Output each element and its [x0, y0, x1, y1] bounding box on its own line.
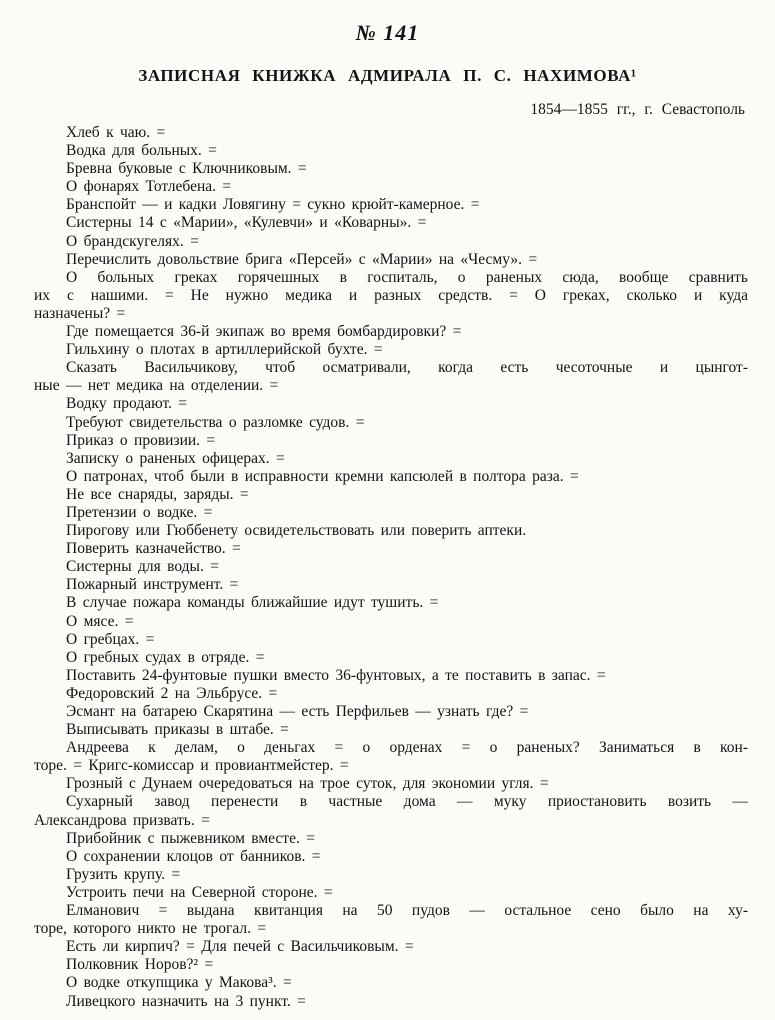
text-line: Требуют свидетельства о разломке судов. = — [66, 413, 365, 431]
text-line: торе. = Кригс-комиссар и провиантмейстер. = — [34, 757, 349, 775]
text-line: Ливецкого назначить на 3 пункт. = — [66, 992, 306, 1010]
text-line: Водку продают. = — [66, 395, 188, 413]
text-line: Приказ о провизии. = — [66, 431, 216, 449]
text-line: Систерны 14 с «Марии», «Кулевчи» и «Коварны». = — [66, 214, 427, 232]
text-line: Бревна буковые с Ключниковым. = — [66, 160, 307, 178]
text-line: Андреева к делам, о деньгах = о орденах = о раненых? Заниматься в кон- — [66, 739, 748, 757]
text-line: их с нашими. = Не нужно медика и разных средств. = О греках, сколько и куда — [34, 286, 748, 304]
document-title: ЗАПИСНАЯ КНИЖКА АДМИРАЛА П. С. НАХИМОВА¹ — [138, 66, 637, 85]
text-line: Хлеб к чаю. = — [66, 124, 166, 141]
text-line: О гребцах. = — [66, 630, 155, 648]
text-line: Прибойник с пыжевником вместе. = — [66, 829, 315, 847]
text-line: Где помещается 36-й экипаж во время бомбардировки? = — [66, 323, 462, 341]
text-line: Пирогову или Гюббенету освидетельствовать или поверить аптеки. — [66, 522, 527, 540]
text-line: Сказать Васильчикову, чтоб осматривали, когда есть чесоточные и цынгот- — [66, 359, 748, 377]
text-line: назначены? = — [34, 304, 126, 322]
text-line: О брандскугелях. = — [66, 232, 199, 250]
text-line: О патронах, чтоб были в исправности кремни капсюлей в полтора раза. = — [66, 467, 579, 485]
text-line: Претензии о водке. = — [66, 503, 213, 521]
text-line: Грузить крупу. = — [66, 865, 181, 883]
text-line: Выписывать приказы в штабе. = — [66, 721, 289, 739]
text-line: Бранспойт — и кадки Ловягину = сукно крюйт-камерное. = — [66, 196, 480, 214]
text-line: ные — нет медика на отделении. = — [34, 377, 279, 395]
text-line: Полковник Норов?² = — [66, 956, 214, 974]
text-line: Елманович = выдана квитанция на 50 пудов — остальное сено было на ху- — [66, 902, 748, 920]
text-line: О мясе. = — [66, 612, 134, 630]
text-line: Эсмант на батарею Скарятина — есть Перфильев — узнать где? = — [66, 703, 529, 720]
text-line: Грозный с Дунаем очередоваться на трое суток, для экономии угля. = — [66, 775, 549, 793]
text-line: торе, которого никто не трогал. = — [34, 920, 267, 938]
text-line: Устроить печи на Северной стороне. = — [66, 883, 333, 901]
text-line: О больных греках горячешных в госпиталь, о раненых сюда, вообще сравнить — [66, 268, 748, 286]
text-line: Пожарный инструмент. = — [66, 576, 239, 594]
text-line: Есть ли кирпич? = Для печей с Васильчиковым. = — [66, 938, 414, 956]
document-page — [0, 20, 775, 1020]
text-line: Сухарный завод перенести в частные дома — муку приостановить возить — — [66, 793, 748, 811]
text-line: О фонарях Тотлебена. = — [66, 178, 232, 196]
text-line: Федоровский 2 на Эльбрусе. = — [66, 684, 278, 702]
document-number: № 141 — [355, 20, 420, 45]
text-line: Систерны для воды. = — [66, 558, 219, 576]
text-line: Не все снаряды, заряды. = — [66, 485, 249, 503]
body-text — [0, 124, 748, 1011]
text-line: Александрова призвать. = — [34, 811, 210, 829]
text-line: О сохранении клоцов от банников. = — [66, 847, 321, 865]
text-line: Поверить казначейство. = — [66, 540, 241, 558]
text-line: Записку о раненых офицерах. = — [66, 449, 285, 467]
text-line: О гребных судах в отряде. = — [66, 648, 265, 666]
text-line: Водка для больных. = — [66, 142, 217, 160]
text-line: Гильхину о плотах в артиллерийской бухте. = — [66, 341, 383, 359]
dateline: 1854—1855 гг., г. Севастополь — [530, 101, 745, 118]
text-line: Перечислить довольствие брига «Персей» с «Марии» на «Чесму». = — [66, 250, 538, 268]
text-line: О водке откупщика у Макова³. = — [66, 974, 292, 992]
text-line: Поставить 24-фунтовые пушки вместо 36-фунтовых, а те поставить в запас. = — [66, 666, 606, 684]
text-line: В случае пожара команды ближайшие идут тушить. = — [66, 594, 439, 612]
